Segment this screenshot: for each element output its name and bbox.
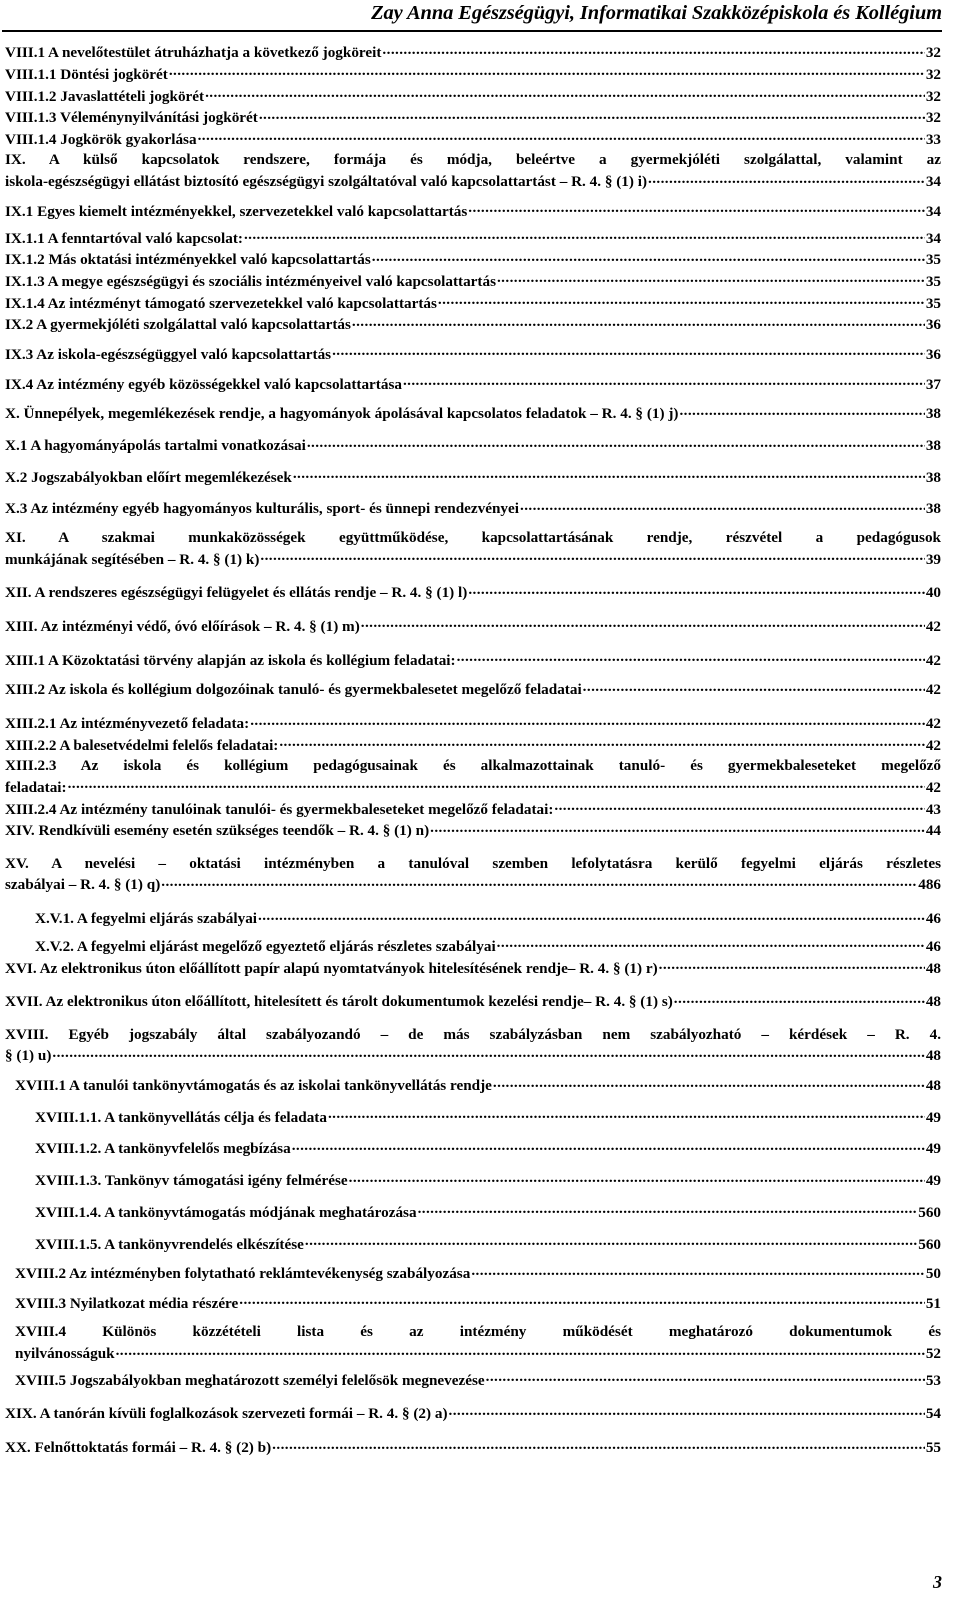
toc-entry-page: 48: [925, 1077, 941, 1095]
dot-leader: [468, 582, 925, 597]
toc-entry-page: 48: [925, 1047, 941, 1065]
toc-entry-page: 36: [925, 345, 941, 363]
toc-entry-page: 42: [925, 651, 941, 669]
toc-entry[interactable]: [5, 820, 941, 842]
toc-entry-title: XVII. Az elektronikus úton előállított, hitelesített és tárolt dokumentumok kezelési rendje– R. 4. § (1) s): [5, 993, 673, 1011]
dot-leader: [292, 1138, 925, 1153]
toc-entry-page: 39: [925, 550, 941, 568]
toc-entry-page: 34: [925, 229, 941, 247]
toc-entry-page: 35: [925, 251, 941, 269]
dot-leader: [554, 798, 924, 813]
dot-leader: [244, 227, 925, 242]
toc-entry-title: XVIII.1 A tanulói tankönyvtámogatás és az iskolai tankönyvellátás rendje: [15, 1077, 492, 1095]
toc-entry-title: IX.1.1 A fenntartóval való kapcsolat:: [5, 229, 243, 247]
dot-leader: [679, 403, 924, 418]
toc-entry[interactable]: [5, 467, 941, 489]
dot-leader: [116, 1343, 925, 1358]
toc-entry[interactable]: [5, 1233, 941, 1255]
toc-entry-title: X.3 Az intézmény egyéb hagyományos kulturális, sport- és ünnepi rendezvényei: [5, 500, 519, 518]
toc-entry-title: XIX. A tanórán kívüli foglalkozások szervezeti formái – R. 4. § (2) a): [5, 1405, 448, 1423]
toc-entry-title: IX.1 Egyes kiemelt intézményekkel, szervezetekkel való kapcsolattartás: [5, 202, 468, 220]
toc-entry-first-line: XIII.2.3 Az iskola és kollégium pedagógusainak és alkalmazottainak tanuló- és gyermekbaleseteket megelőző: [5, 757, 941, 775]
toc-entry-page: 33: [925, 130, 941, 148]
toc-entry-title: XIII.2.1 Az intézményvezető feladata:: [5, 715, 250, 732]
toc-entry-title: XVIII.1.5. A tankönyvrendelés elkészítése: [35, 1235, 304, 1253]
toc-entry-page: 55: [925, 1439, 941, 1457]
dot-leader: [361, 616, 925, 631]
toc-entry-title: iskola-egészségügyi ellátást biztosító egészségügyi szolgáltatóval való kapcsolattartást – R. 4. § (1) i): [5, 173, 648, 191]
toc-entry[interactable]: [5, 64, 941, 86]
dot-leader: [497, 936, 925, 951]
toc-entry[interactable]: [5, 435, 941, 457]
dot-leader: [52, 1045, 924, 1060]
toc-entry-title: VIII.1.2 Javaslattételi jogkörét: [5, 87, 205, 105]
toc-entry[interactable]: [5, 1263, 941, 1285]
dot-leader: [239, 1293, 925, 1308]
toc-entry[interactable]: [5, 107, 941, 129]
dot-leader: [349, 1170, 925, 1185]
toc-entry-title: § (1) u): [5, 1047, 52, 1065]
toc-entry-page: 42: [925, 736, 941, 754]
toc-entry-title: X.V.1. A fegyelmi eljárás szabályai: [35, 910, 258, 928]
toc-entry-first-line: XVIII.4 Különös közzétételi lista és az intézmény működését meghatározó dokumentumok és: [15, 1323, 941, 1341]
toc-entry[interactable]: [5, 1107, 941, 1129]
toc-entry[interactable]: [5, 957, 941, 979]
dot-leader: [259, 107, 925, 122]
toc-entry[interactable]: [5, 42, 941, 64]
toc-entry[interactable]: [5, 756, 941, 798]
toc-entry[interactable]: [5, 679, 941, 701]
toc-entry-title: IX.4 Az intézmény egyéb közösségekkel való kapcsolattartása: [5, 375, 402, 393]
dot-leader: [648, 171, 925, 186]
toc-entry-page: 34: [925, 202, 941, 220]
toc-entry-page: 52: [925, 1345, 941, 1363]
dot-leader: [457, 649, 925, 664]
dot-leader: [493, 1075, 925, 1090]
dot-leader: [583, 679, 925, 694]
dot-leader: [449, 1403, 925, 1418]
dot-leader: [161, 874, 917, 889]
toc-entry[interactable]: [5, 1075, 941, 1097]
toc-entry-title: IX.2 A gyermekjóléti szolgálattal való kapcsolattartás: [5, 316, 351, 334]
toc-entry-page: 49: [925, 1140, 941, 1158]
toc-entry-page: 38: [925, 405, 941, 423]
dot-leader: [258, 908, 925, 923]
toc-entry[interactable]: [5, 936, 941, 958]
dot-leader: [328, 1107, 925, 1122]
dot-leader: [438, 292, 925, 307]
toc-entry-page: 40: [925, 584, 941, 602]
toc-entry[interactable]: [5, 1202, 941, 1224]
toc-entry[interactable]: [5, 150, 941, 192]
header-rule: [2, 30, 942, 32]
toc-entry-first-line: XVIII. Egyéb jogszabály által szabályozandó – de más szabályzásban nem szabályozható – kérdések – R. 4.: [5, 1025, 941, 1043]
dot-leader: [468, 201, 925, 216]
toc-entry-title: XVIII.3 Nyilatkozat média részére: [15, 1294, 239, 1312]
toc-entry-page: 42: [925, 715, 941, 732]
toc-entry-title: XVIII.1.2. A tankönyvfelelős megbízása: [35, 1140, 291, 1158]
toc-entry-title: XIII. Az intézményi védő, óvó előírások – R. 4. § (1) m): [5, 617, 360, 635]
toc-entry-title: X.1 A hagyományápolás tartalmi vonatkozásai: [5, 437, 306, 454]
dot-leader: [430, 820, 925, 835]
toc-entry-title: IX.1.3 A megye egészségügyi és szociális intézményeivel való kapcsolattartás: [5, 272, 496, 290]
toc-entry-page: 50: [925, 1265, 941, 1283]
dot-leader: [674, 991, 925, 1006]
toc-entry[interactable]: [5, 1138, 941, 1160]
toc-entry[interactable]: [5, 1403, 941, 1425]
toc-entry-title: XIII.2.2 A balesetvédelmi felelős feladatai:: [5, 736, 279, 754]
toc-entry[interactable]: [5, 616, 941, 638]
toc-entry-title: XVI. Az elektronikus úton előállított papír alapú nyomtatványok hitelesítésének rendje– R. 4. § (1) r): [5, 959, 658, 977]
toc-entry-title: szabályai – R. 4. § (1) q): [5, 876, 161, 894]
table-of-contents: [5, 42, 941, 1459]
toc-entry[interactable]: [5, 201, 941, 223]
dot-leader: [403, 373, 925, 388]
toc-entry-page: 486: [918, 876, 941, 894]
toc-entry-page: 32: [925, 109, 941, 127]
dot-leader: [418, 1202, 918, 1217]
dot-leader: [250, 713, 925, 728]
toc-entry-title: XIII.2.4 Az intézmény tanulóinak tanulói- és gyermekbaleseteket megelőző feladatai:: [5, 800, 554, 818]
toc-entry-page: 42: [925, 681, 941, 699]
toc-entry[interactable]: [5, 344, 941, 366]
toc-entry-page: 48: [925, 959, 941, 977]
toc-entry[interactable]: [5, 403, 941, 425]
toc-entry[interactable]: [5, 798, 941, 820]
toc-entry-page: 53: [925, 1371, 941, 1389]
toc-entry-first-line: IX. A külső kapcsolatok rendszere, formája és módja, beleértve a gyermekjóléti szolgálattal, valamint az: [5, 151, 941, 169]
page-number: 3: [933, 1572, 942, 1592]
dot-leader: [382, 42, 924, 57]
dot-leader: [307, 435, 925, 450]
dot-leader: [352, 314, 925, 329]
toc-entry[interactable]: [5, 1170, 941, 1192]
toc-entry-page: 42: [925, 778, 941, 796]
toc-entry-title: XVIII.1.1. A tankönyvellátás célja és feladata: [35, 1108, 327, 1126]
toc-entry-page: 46: [925, 910, 941, 928]
toc-entry-page: 49: [925, 1108, 941, 1126]
toc-entry-page: 38: [925, 468, 941, 486]
toc-entry[interactable]: [5, 1293, 941, 1315]
toc-entry-page: 32: [925, 65, 941, 83]
dot-leader: [198, 129, 925, 144]
dot-leader: [332, 344, 925, 359]
toc-entry[interactable]: [5, 991, 941, 1013]
toc-entry[interactable]: [5, 1025, 941, 1067]
toc-entry-page: 38: [925, 437, 941, 454]
toc-entry[interactable]: [5, 85, 941, 107]
toc-entry[interactable]: [5, 908, 941, 930]
toc-entry[interactable]: [5, 854, 941, 896]
dot-leader: [305, 1233, 917, 1248]
document-header: Zay Anna Egészségügyi, Informatikai Szakközépiskola és Kollégium: [371, 2, 942, 24]
toc-entry-title: munkájának segítésében – R. 4. § (1) k): [5, 550, 260, 568]
toc-entry-title: IX.1.2 Más oktatási intézményekkel való kapcsolattartás: [5, 251, 371, 269]
toc-entry-title: VIII.1 A nevelőtestület átruházhatja a következő jogköreit: [5, 44, 382, 62]
toc-entry-title: X.2 Jogszabályokban előírt megemlékezések: [5, 468, 292, 486]
dot-leader: [372, 249, 925, 264]
toc-entry[interactable]: [5, 582, 941, 604]
toc-entry[interactable]: [5, 528, 941, 570]
toc-entry[interactable]: [5, 271, 941, 293]
toc-entry[interactable]: [5, 735, 941, 757]
toc-entry-title: VIII.1.4 Jogkörök gyakorlása: [5, 130, 197, 148]
toc-entry-title: XVIII.2 Az intézményben folytatható reklámtevékenység szabályozása: [15, 1265, 471, 1283]
toc-entry-title: X. Ünnepélyek, megemlékezések rendje, a hagyományok ápolásával kapcsolatos feladatok – R. 4. § (1) j): [5, 405, 679, 423]
toc-entry-title: IX.3 Az iskola-egészségüggyel való kapcsolattartás: [5, 345, 332, 363]
toc-entry-title: VIII.1.1 Döntési jogkörét: [5, 65, 168, 83]
toc-entry-page: 36: [925, 316, 941, 334]
toc-entry-page: 42: [925, 617, 941, 635]
toc-entry[interactable]: [5, 292, 941, 314]
toc-entry-page: 560: [918, 1235, 941, 1253]
toc-entry[interactable]: [5, 649, 941, 671]
toc-entry[interactable]: [5, 227, 941, 249]
toc-entry-title: VIII.1.3 Véleménynyilvánítási jogkörét: [5, 109, 258, 127]
toc-entry-page: 35: [925, 294, 941, 312]
toc-entry-page: 49: [925, 1172, 941, 1190]
toc-entry[interactable]: [5, 1322, 941, 1364]
toc-entry-page: 35: [925, 272, 941, 290]
toc-entry[interactable]: [5, 314, 941, 336]
dot-leader: [293, 467, 925, 482]
toc-entry-page: 51: [925, 1294, 941, 1312]
toc-entry-first-line: XI. A szakmai munkaközösségek együttműködése, kapcsolattartásának rendje, részvétel a pedagógusok: [5, 528, 941, 546]
toc-entry-title: X.V.2. A fegyelmi eljárást megelőző egyeztető eljárás részletes szabályai: [35, 937, 496, 955]
dot-leader: [486, 1370, 925, 1385]
toc-entry-title: XIV. Rendkívüli esemény esetén szükséges teendők – R. 4. § (1) n): [5, 822, 430, 840]
dot-leader: [471, 1263, 925, 1278]
toc-entry-title: XII. A rendszeres egészségügyi felügyelet és ellátás rendje – R. 4. § (1) l): [5, 584, 468, 602]
dot-leader: [659, 957, 925, 972]
toc-entry-page: 44: [925, 822, 941, 840]
toc-entry[interactable]: [5, 713, 941, 735]
toc-entry-title: XVIII.1.4. A tankönyvtámogatás módjának meghatározása: [35, 1203, 417, 1221]
toc-entry-page: 43: [925, 800, 941, 818]
toc-entry-title: XIII.1 A Közoktatási törvény alapján az iskola és kollégium feladatai:: [5, 651, 456, 669]
toc-entry-page: 32: [925, 44, 941, 62]
toc-entry[interactable]: [5, 373, 941, 395]
toc-entry-title: XVIII.5 Jogszabályokban meghatározott személyi felelősök megnevezése: [15, 1371, 485, 1389]
toc-entry-title: XIII.2 Az iskola és kollégium dolgozóinak tanuló- és gyermekbalesetet megelőző feladatai: [5, 681, 582, 699]
dot-leader: [68, 777, 925, 792]
dot-leader: [205, 85, 925, 100]
dot-leader: [497, 271, 925, 286]
dot-leader: [279, 735, 924, 750]
toc-entry-first-line: XV. A nevelési – oktatási intézményben a tanulóval szemben lefolytatásra kerülő fegyelmi eljárás részletes: [5, 854, 941, 872]
toc-entry-title: XVIII.1.3. Tankönyv támogatási igény felmérése: [35, 1172, 348, 1190]
toc-entry-title: IX.1.4 Az intézményt támogató szervezetekkel való kapcsolattartás: [5, 294, 437, 312]
dot-leader: [260, 548, 924, 563]
dot-leader: [169, 64, 925, 79]
toc-entry-title: XX. Felnőttoktatás formái – R. 4. § (2) b): [5, 1439, 272, 1457]
toc-entry[interactable]: [5, 1437, 941, 1459]
toc-entry-page: 54: [925, 1405, 941, 1423]
toc-entry[interactable]: [5, 129, 941, 151]
toc-entry-title: nyilvánosságuk: [15, 1345, 115, 1363]
dot-leader: [272, 1437, 925, 1452]
toc-entry-page: 560: [918, 1203, 941, 1221]
toc-entry[interactable]: [5, 498, 941, 520]
toc-entry-page: 37: [925, 375, 941, 393]
toc-entry-page: 48: [925, 993, 941, 1011]
toc-entry-page: 32: [925, 87, 941, 105]
toc-entry-page: 38: [925, 500, 941, 518]
dot-leader: [520, 498, 925, 513]
toc-entry[interactable]: [5, 1370, 941, 1392]
toc-entry-page: 46: [925, 937, 941, 955]
toc-entry[interactable]: [5, 249, 941, 271]
toc-entry-page: 34: [925, 173, 941, 191]
toc-entry-title: feladatai:: [5, 778, 67, 796]
